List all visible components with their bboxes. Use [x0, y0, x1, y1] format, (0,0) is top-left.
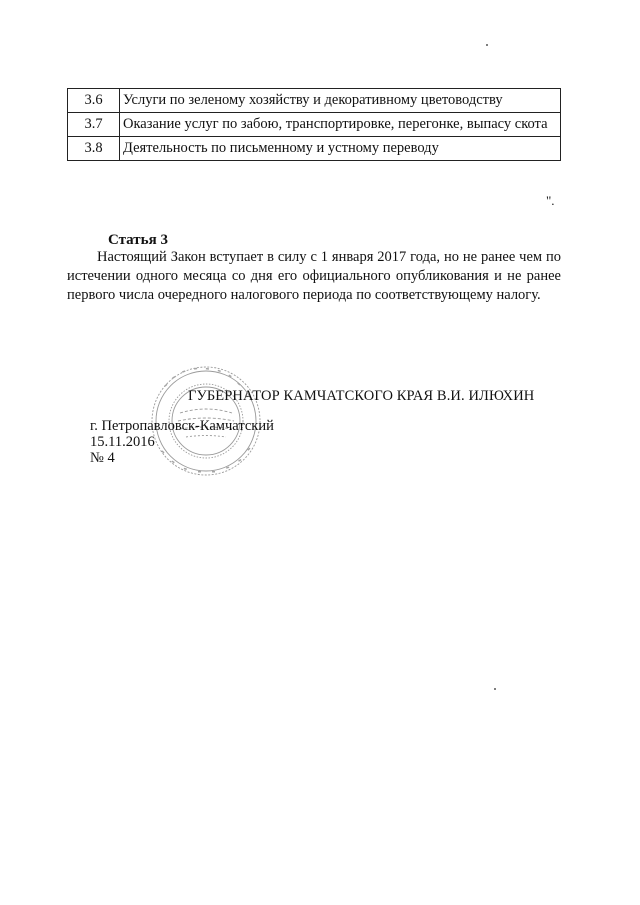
- row-description: Деятельность по письменному и устному переводу: [120, 137, 561, 161]
- scan-speck: [486, 44, 488, 46]
- services-table: [67, 88, 561, 161]
- scan-speck: [494, 688, 496, 690]
- row-description: Услуги по зеленому хозяйству и декоративному цветоводству: [120, 89, 561, 113]
- table-row: [68, 137, 561, 161]
- signing-date: 15.11.2016: [90, 434, 155, 450]
- row-number: 3.7: [68, 113, 120, 137]
- governor-signature: ГУБЕРНАТОР КАМЧАТСКОГО КРАЯ В.И. ИЛЮХИН: [188, 388, 535, 404]
- row-number: 3.8: [68, 137, 120, 161]
- signing-place: г. Петропавловск-Камчатский: [90, 418, 274, 434]
- table-row: [68, 113, 561, 137]
- law-number: № 4: [90, 450, 115, 466]
- row-description: Оказание услуг по забою, транспортировке, перегонке, выпасу скота: [120, 113, 561, 137]
- row-number: 3.6: [68, 89, 120, 113]
- table-row: [68, 89, 561, 113]
- closing-quote: ".: [546, 193, 555, 208]
- article-body: Настоящий Закон вступает в силу с 1 января 2017 года, но не ранее чем по истечении одного месяца со дня его официального опубликования и не ранее первого числа очередного налогового периода по соответствующему налогу.: [67, 249, 561, 304]
- article-title: Статья 3: [108, 232, 168, 248]
